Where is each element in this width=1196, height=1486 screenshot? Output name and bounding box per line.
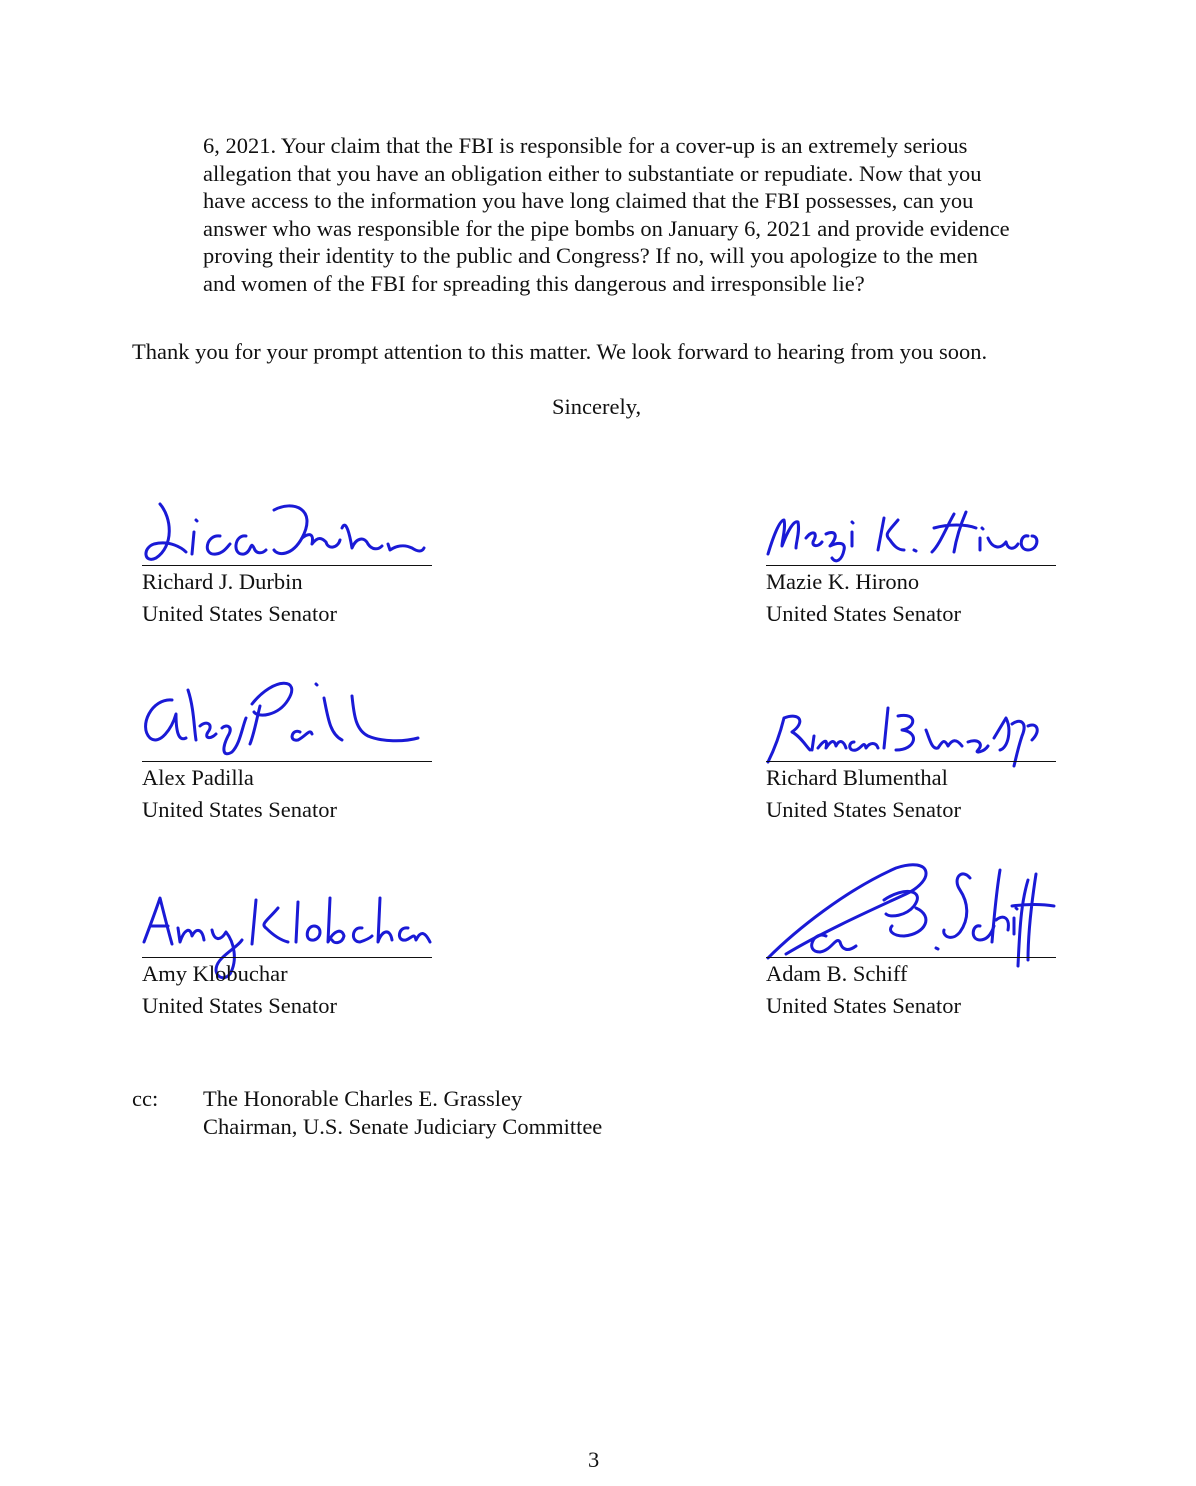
cc-recipient-title: Chairman, U.S. Senate Judiciary Committee [203, 1114, 603, 1139]
signature-hirono [766, 498, 1056, 564]
signature-line [142, 565, 432, 566]
signature-line [766, 957, 1056, 958]
paragraph-line: have access to the information you have long claimed that the FBI possesses, can you [203, 188, 974, 214]
paragraph-line: answer who was responsible for the pipe bombs on January 6, 2021 and provide evidence [203, 215, 1010, 241]
signatory-title: United States Senator [142, 601, 337, 626]
paragraph-line: allegation that you have an obligation either to substantiate or repudiate. Now that you [203, 160, 982, 186]
signatory-name: Mazie K. Hirono [766, 569, 920, 594]
signatory-title: United States Senator [142, 993, 337, 1018]
paragraph-line: proving their identity to the public and Congress? If no, will you apologize to the men [203, 243, 978, 269]
paragraph-line: and women of the FBI for spreading this dangerous and irresponsible lie? [203, 270, 865, 296]
signature-line [766, 761, 1056, 762]
signature-durbin [142, 498, 432, 564]
page-number: 3 [588, 1447, 600, 1472]
signatory-title: United States Senator [766, 797, 961, 822]
signatory-name: Richard Blumenthal [766, 765, 948, 790]
signature-line [142, 957, 432, 958]
valediction: Sincerely, [552, 394, 642, 419]
cc-recipient-name: The Honorable Charles E. Grassley [203, 1086, 523, 1111]
signature-padilla [142, 678, 432, 762]
signatory-name: Alex Padilla [142, 765, 254, 790]
signature-schiff [766, 860, 1056, 970]
signatory-title: United States Senator [766, 601, 961, 626]
closing-paragraph: Thank you for your prompt attention to this matter. We look forward to hearing from you soon. [132, 339, 988, 364]
signature-line [142, 761, 432, 762]
signatory-name: Adam B. Schiff [766, 961, 908, 986]
signatory-name: Amy Klobuchar [142, 961, 288, 986]
paragraph-line: 6, 2021. Your claim that the FBI is responsible for a cover-up is an extremely serious [203, 133, 968, 158]
cc-label: cc: [132, 1086, 159, 1111]
indented-paragraph [203, 132, 1083, 298]
signatory-name: Richard J. Durbin [142, 569, 303, 594]
signature-blumenthal [766, 694, 1056, 768]
signatory-title: United States Senator [142, 797, 337, 822]
signatory-title: United States Senator [766, 993, 961, 1018]
signature-line [766, 565, 1056, 566]
